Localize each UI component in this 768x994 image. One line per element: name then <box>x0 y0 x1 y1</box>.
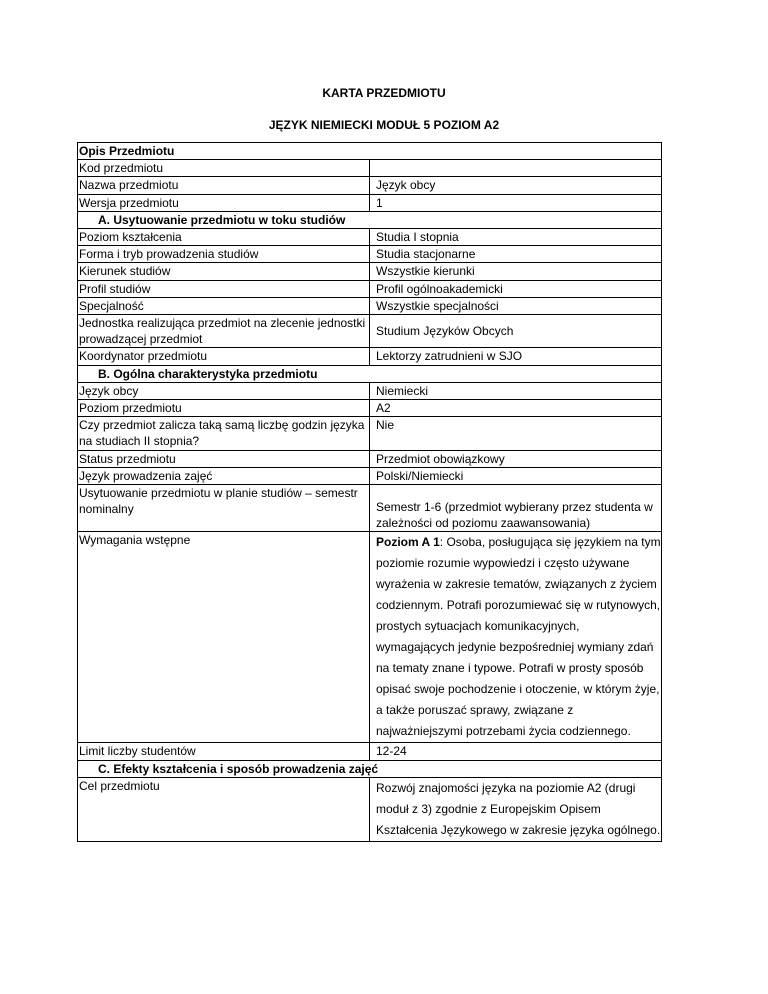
table-row <box>78 450 662 467</box>
table-row <box>78 280 662 297</box>
table-row <box>78 467 662 484</box>
table-row <box>78 229 662 246</box>
row-label: Status przedmiotu <box>78 450 370 467</box>
section-a-heading: A. Usytuowanie przedmiotu w toku studiów <box>78 211 662 228</box>
row-value: Studia stacjonarne <box>370 246 662 263</box>
row-label: Limit liczby studentów <box>78 743 370 760</box>
row-value: Polski/Niemiecki <box>370 467 662 484</box>
row-label: Koordynator przedmiotu <box>78 348 370 365</box>
table-row <box>78 194 662 211</box>
row-value: Przedmiot obowiązkowy <box>370 450 662 467</box>
row-value: Język obcy <box>370 177 662 194</box>
table-row <box>78 400 662 417</box>
table-row <box>78 160 662 177</box>
row-value: Lektorzy zatrudnieni w SJO <box>370 348 662 365</box>
document-title: KARTA PRZEDMIOTU <box>322 86 446 100</box>
row-label: Cel przedmiotu <box>78 777 370 841</box>
row-value: Wszystkie specjalności <box>370 297 662 314</box>
table-header: Opis Przedmiotu <box>78 143 662 160</box>
goal-text: Rozwój znajomości języka na poziomie A2 (drugi moduł z 3) zgodnie z Europejskim Opisem Kształcenia Językowego w zakresie języka ogólnego. <box>370 777 662 841</box>
row-label: Jednostka realizująca przedmiot na zlecenie jednostki prowadzącej przedmiot <box>78 315 370 348</box>
requirements-description: : Osoba, posługująca się językiem na tym poziomie rozumie wypowiedzi i często używane wyrażenia w zakresie tematów, związanych z życiem codziennym. Potrafi porozumiewać się w rutynowych, prostych sytuacjach komunikacyjnych, wymagających jedynie bezpośredniej wymiany zdań na tematy znane i typowe. Potrafi w prosty sposób opisać swoje pochodzenie i otoczenie, w którym żyje, a także poruszać sprawy, związane z najważniejszymi potrzebami życia codziennego. <box>376 535 661 739</box>
section-b-heading: B. Ogólna charakterystyka przedmiotu <box>78 365 662 382</box>
table-row <box>78 315 662 348</box>
table-row <box>78 532 662 743</box>
table-row <box>78 485 662 532</box>
row-label: Język prowadzenia zajęć <box>78 467 370 484</box>
subject-card-table <box>77 142 662 842</box>
row-value: Nie <box>370 417 662 450</box>
table-row <box>78 743 662 760</box>
requirements-text <box>370 532 662 743</box>
document-subtitle: JĘZYK NIEMIECKI MODUŁ 5 POZIOM A2 <box>268 118 500 132</box>
row-label: Czy przedmiot zalicza taką samą liczbę godzin języka na studiach II stopnia? <box>78 417 370 450</box>
table-row <box>78 348 662 365</box>
row-value: Studia I stopnia <box>370 229 662 246</box>
row-label: Usytuowanie przedmiotu w planie studiów – semestr nominalny <box>78 485 370 532</box>
row-label: Nazwa przedmiotu <box>78 177 370 194</box>
row-value: A2 <box>370 400 662 417</box>
row-value: 1 <box>370 194 662 211</box>
row-label: Forma i tryb prowadzenia studiów <box>78 246 370 263</box>
row-value: Semestr 1-6 (przedmiot wybierany przez studenta w zależności od poziomu zaawansowania) <box>370 485 662 532</box>
section-c-heading: C. Efekty kształcenia i sposób prowadzenia zajęć <box>78 760 662 777</box>
row-label: Poziom kształcenia <box>78 229 370 246</box>
table-row <box>78 177 662 194</box>
row-value: Niemiecki <box>370 382 662 399</box>
row-value: Wszystkie kierunki <box>370 263 662 280</box>
table-row <box>78 382 662 399</box>
row-label: Kod przedmiotu <box>78 160 370 177</box>
table-row <box>78 246 662 263</box>
row-label: Kierunek studiów <box>78 263 370 280</box>
row-label: Profil studiów <box>78 280 370 297</box>
table-row <box>78 263 662 280</box>
requirements-level: Poziom A 1 <box>376 535 440 550</box>
table-row <box>78 777 662 841</box>
row-label: Wersja przedmiotu <box>78 194 370 211</box>
table-row <box>78 297 662 314</box>
row-value: Studium Języków Obcych <box>370 315 662 348</box>
row-value: Profil ogólnoakademicki <box>370 280 662 297</box>
row-label: Poziom przedmiotu <box>78 400 370 417</box>
row-value <box>370 160 662 177</box>
row-value: 12-24 <box>370 743 662 760</box>
table-row <box>78 417 662 450</box>
row-label: Specjalność <box>78 297 370 314</box>
row-label: Wymagania wstępne <box>78 532 370 743</box>
row-label: Język obcy <box>78 382 370 399</box>
